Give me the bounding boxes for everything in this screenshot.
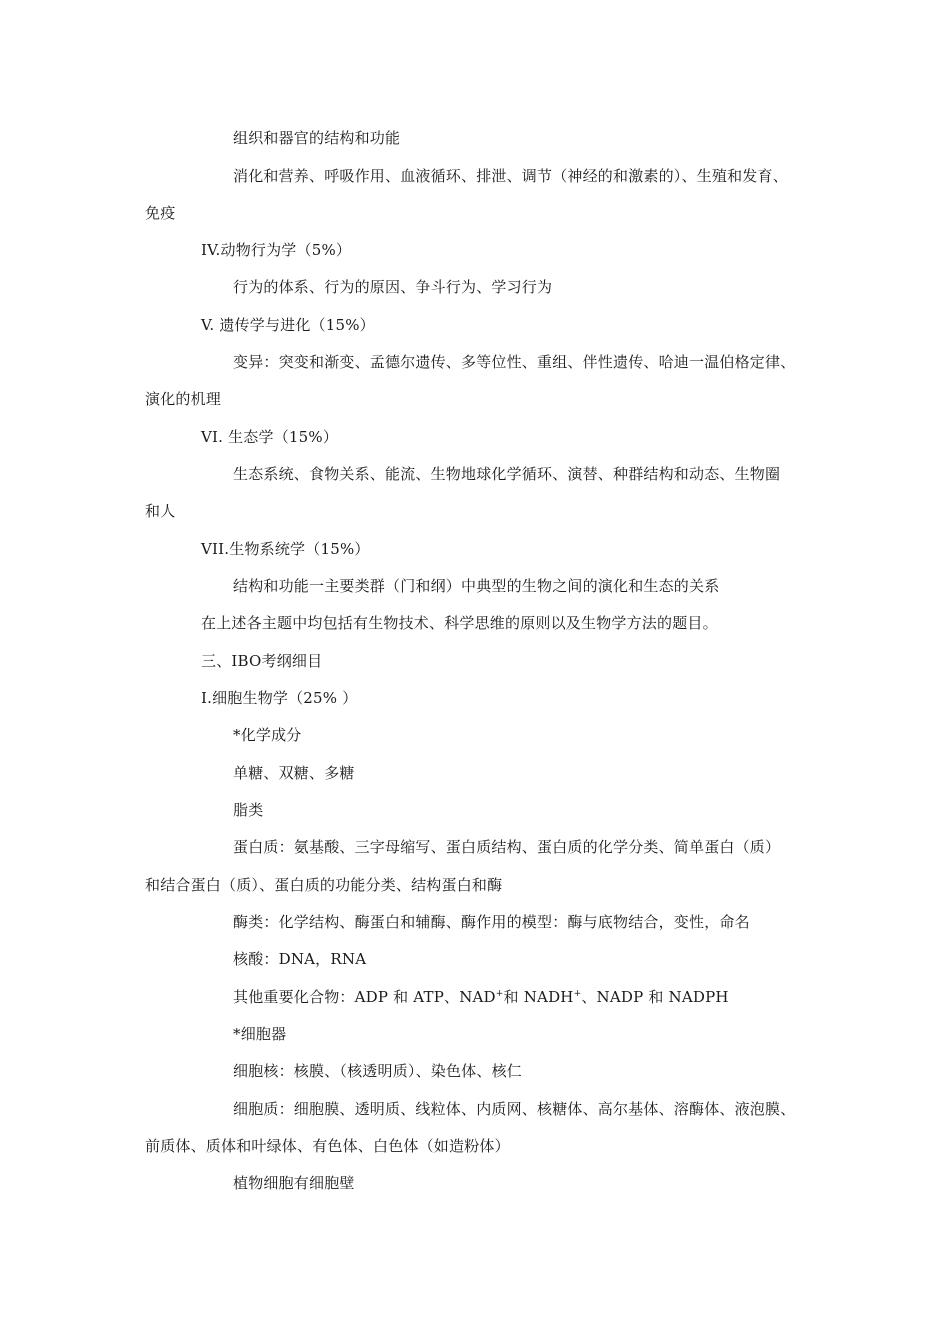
text-line: 蛋白质：氨基酸、三字母缩写、蛋白质结构、蛋白质的化学分类、简单蛋白（质）: [233, 838, 781, 856]
superscript-plus: +: [495, 989, 504, 999]
section-heading: VI. 生态学（15%）: [201, 428, 339, 446]
compound-text: 其他重要化合物：ADP 和 ATP、NAD: [233, 988, 496, 1006]
text-line: 消化和营养、呼吸作用、血液循环、排泄、调节（神经的和激素的）、生殖和发育、: [233, 167, 788, 185]
section-heading: 三、IBO考纲细目: [201, 652, 323, 670]
text-line: 核酸：DNA，RNA: [233, 950, 367, 968]
text-line: 免疫: [145, 204, 176, 222]
text-line: 结构和功能一主要类群（门和纲）中典型的生物之间的演化和生态的关系: [233, 577, 720, 595]
text-line: 细胞核：核膜、（核透明质）、染色体、核仁: [233, 1062, 523, 1080]
section-heading: V. 遗传学与进化（15%）: [201, 316, 375, 334]
text-line: 细胞质：细胞膜、透明质、线粒体、内质网、核糖体、高尔基体、溶酶体、液泡膜、: [233, 1100, 796, 1118]
text-line: 脂类: [233, 801, 264, 819]
section-heading: I.细胞生物学（25% ）: [201, 689, 358, 707]
section-heading: IV.动物行为学（5%）: [201, 241, 352, 259]
text-line: 和结合蛋白（质）、蛋白质的功能分类、结构蛋白和酶: [145, 876, 503, 894]
text-line: 单糖、双糖、多糖: [233, 764, 355, 782]
text-line: 演化的机理: [145, 390, 222, 408]
text-line: 生态系统、食物关系、能流、生物地球化学循环、演替、种群结构和动态、生物圈: [233, 465, 781, 483]
compound-text: 、NADP 和 NADPH: [581, 988, 729, 1006]
superscript-plus: +: [573, 989, 582, 999]
text-line: *化学成分: [233, 726, 302, 744]
text-line: *细胞器: [233, 1025, 287, 1043]
section-heading: VII.生物系统学（15%）: [201, 540, 370, 558]
text-line: 和人: [145, 502, 176, 520]
text-line: 前质体、质体和叶绿体、有色体、白色体（如造粉体）: [145, 1137, 510, 1155]
compound-text: 和 NADH: [503, 988, 574, 1006]
text-line: 酶类：化学结构、酶蛋白和辅酶、酶作用的模型：酶与底物结合，变性，命名: [233, 913, 750, 931]
text-line: 组织和器官的结构和功能: [233, 129, 401, 147]
text-line: 植物细胞有细胞壁: [233, 1174, 355, 1192]
text-line: 变异：突变和渐变、孟德尔遗传、多等位性、重组、伴性遗传、哈迪一温伯格定律、: [233, 353, 796, 371]
text-line: 在上述各主题中均包括有生物技术、科学思维的原则以及生物学方法的题目。: [201, 614, 718, 632]
text-line: 行为的体系、行为的原因、争斗行为、学习行为: [233, 278, 553, 296]
text-line-compounds: [233, 987, 729, 1007]
